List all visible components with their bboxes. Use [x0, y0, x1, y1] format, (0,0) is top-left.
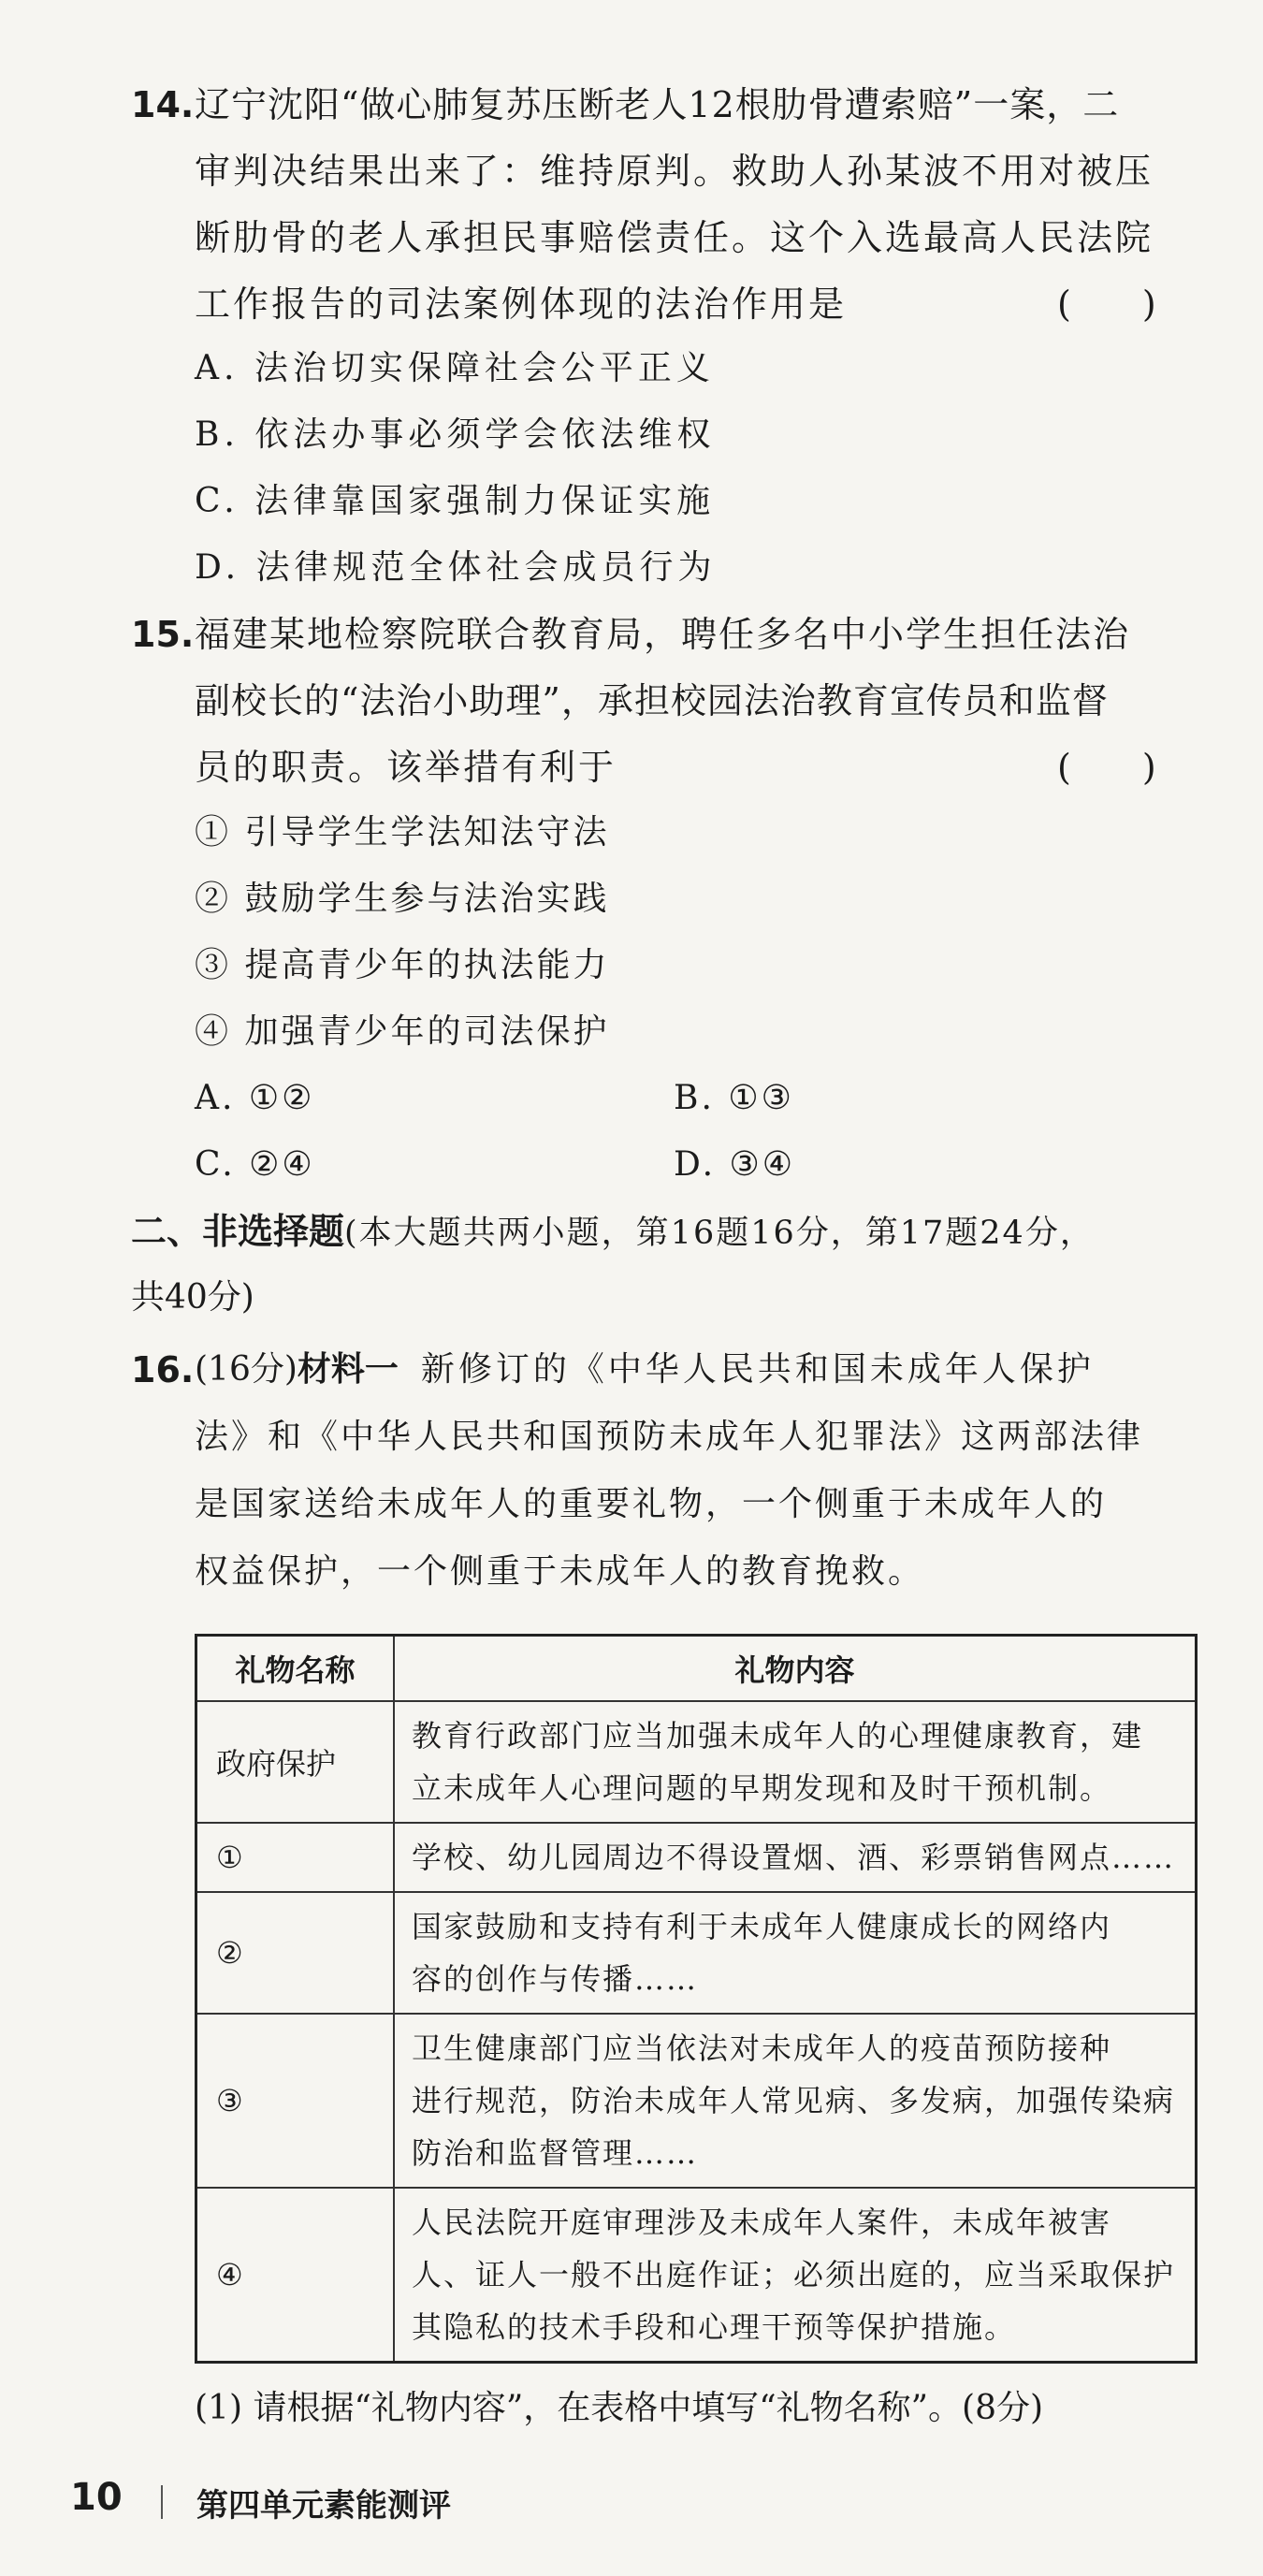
- section-note-line2: 共40分): [131, 1278, 254, 1317]
- table-row: [196, 1701, 1197, 1823]
- gift-name-cell: 政府保护: [196, 1701, 395, 1823]
- content-line: 国家鼓励和支持有利于未成年人健康成长的网络内: [412, 1909, 1112, 1944]
- section-line: [131, 1209, 1095, 1256]
- table-row: [196, 1823, 1197, 1892]
- content-line: 容的创作与传播……: [412, 1961, 699, 1997]
- table-row: [196, 1892, 1197, 2014]
- option-a[interactable]: A. 法治切实保障社会公平正义: [195, 349, 715, 387]
- option-d[interactable]: D. ③④: [674, 1145, 796, 1184]
- content-line: 学校、幼儿园周边不得设置烟、酒、彩票销售网点……: [412, 1840, 1176, 1875]
- question-text-line: 辽宁沈阳“做心肺复苏压断老人12根肋骨遭索赔”一案，二: [195, 84, 1120, 125]
- material-text-line: 法》和《中华人民共和国预防未成年人犯罪法》这两部法律: [195, 1418, 1144, 1456]
- header-gift-name: 礼物名称: [196, 1636, 395, 1702]
- option-c[interactable]: C. ②④: [195, 1145, 315, 1184]
- question-text-line: 断肋骨的老人承担民事赔偿责任。这个入选最高人民法院: [195, 217, 1154, 258]
- gift-content-cell: [394, 2188, 1197, 2363]
- statement-1: ① 引导学生学法知法守法: [195, 813, 610, 851]
- option-b[interactable]: B. 依法办事必须学会依法维权: [195, 415, 716, 454]
- gift-name-cell-blank[interactable]: ④: [196, 2188, 395, 2363]
- question-text-line: 工作报告的司法案例体现的法治作用是: [195, 284, 848, 325]
- page-number: 10: [70, 2476, 123, 2519]
- gift-table: [195, 1634, 1198, 2364]
- sub-question-1: (1) 请根据“礼物内容”，在表格中填写“礼物名称”。(8分): [195, 2389, 1044, 2427]
- answer-blank[interactable]: ( ): [1057, 284, 1156, 325]
- statement-2: ② 鼓励学生参与法治实践: [195, 880, 610, 918]
- material-text-line: 权益保护，一个侧重于未成年人的教育挽救。: [195, 1552, 925, 1591]
- content-line: 卫生健康部门应当依法对未成年人的疫苗预防接种: [412, 2030, 1112, 2066]
- gift-content-cell: [394, 1892, 1197, 2014]
- option-a[interactable]: A. ①②: [195, 1079, 315, 1117]
- question-intro-line: [195, 1347, 1095, 1392]
- footer-divider: [161, 2485, 163, 2519]
- header-gift-content: 礼物内容: [394, 1636, 1197, 1702]
- content-line: 人、证人一般不出庭作证；必须出庭的，应当采取保护: [412, 2257, 1176, 2292]
- option-b[interactable]: B. ①③: [674, 1079, 794, 1117]
- question-number: 15.: [131, 614, 195, 655]
- material-text: 新修订的《中华人民共和国未成年人保护: [420, 1350, 1095, 1389]
- question-text-line: 员的职责。该举措有利于: [195, 747, 617, 788]
- gift-name-cell-blank[interactable]: ②: [196, 1892, 395, 2014]
- gift-name-cell-blank[interactable]: ①: [196, 1823, 395, 1892]
- material-text-line: 是国家送给未成年人的重要礼物，一个侧重于未成年人的: [195, 1485, 1108, 1523]
- gift-content-cell: [394, 1701, 1197, 1823]
- content-line: 立未成年人心理问题的早期发现和及时干预机制。: [412, 1770, 1112, 1806]
- content-line: 人民法院开庭审理涉及未成年人案件，未成年被害: [412, 2205, 1112, 2240]
- question-score: (16分): [195, 1350, 298, 1389]
- option-d[interactable]: D. 法律规范全体社会成员行为: [195, 548, 717, 587]
- table-row: [196, 2014, 1197, 2188]
- content-line: 教育行政部门应当加强未成年人的心理健康教育，建: [412, 1718, 1144, 1754]
- gift-content-cell: [394, 1823, 1197, 1892]
- gift-content-cell: [394, 2014, 1197, 2188]
- table-row: [196, 2188, 1197, 2363]
- content-line: 其隐私的技术手段和心理干预等保护措施。: [412, 2309, 1017, 2345]
- section-note: (本大题共两小题，第16题16分，第17题24分，: [344, 1215, 1095, 1252]
- content-line: 防治和监督管理……: [412, 2135, 699, 2171]
- question-text-line: 副校长的“法治小助理”，承担校园法治教育宣传员和监督: [195, 680, 1109, 721]
- question-text-line: 福建某地检察院联合教育局，聘任多名中小学生担任法治: [195, 614, 1131, 655]
- table-header-row: [196, 1636, 1197, 1702]
- section-title: 二、非选择题: [131, 1211, 345, 1252]
- material-label: 材料一: [297, 1350, 399, 1389]
- footer-title: 第四单元素能测评: [196, 2487, 451, 2525]
- statement-3: ③ 提高青少年的执法能力: [195, 946, 610, 984]
- content-line: 进行规范，防治未成年人常见病、多发病，加强传染病: [412, 2083, 1176, 2118]
- question-number: 14.: [131, 84, 195, 125]
- answer-blank[interactable]: ( ): [1057, 747, 1156, 788]
- question-number: 16.: [131, 1349, 195, 1390]
- statement-4: ④ 加强青少年的司法保护: [195, 1012, 610, 1051]
- question-text-line: 审判决结果出来了：维持原判。救助人孙某波不用对被压: [195, 151, 1154, 192]
- gift-name-cell-blank[interactable]: ③: [196, 2014, 395, 2188]
- option-c[interactable]: C. 法律靠国家强制力保证实施: [195, 482, 716, 520]
